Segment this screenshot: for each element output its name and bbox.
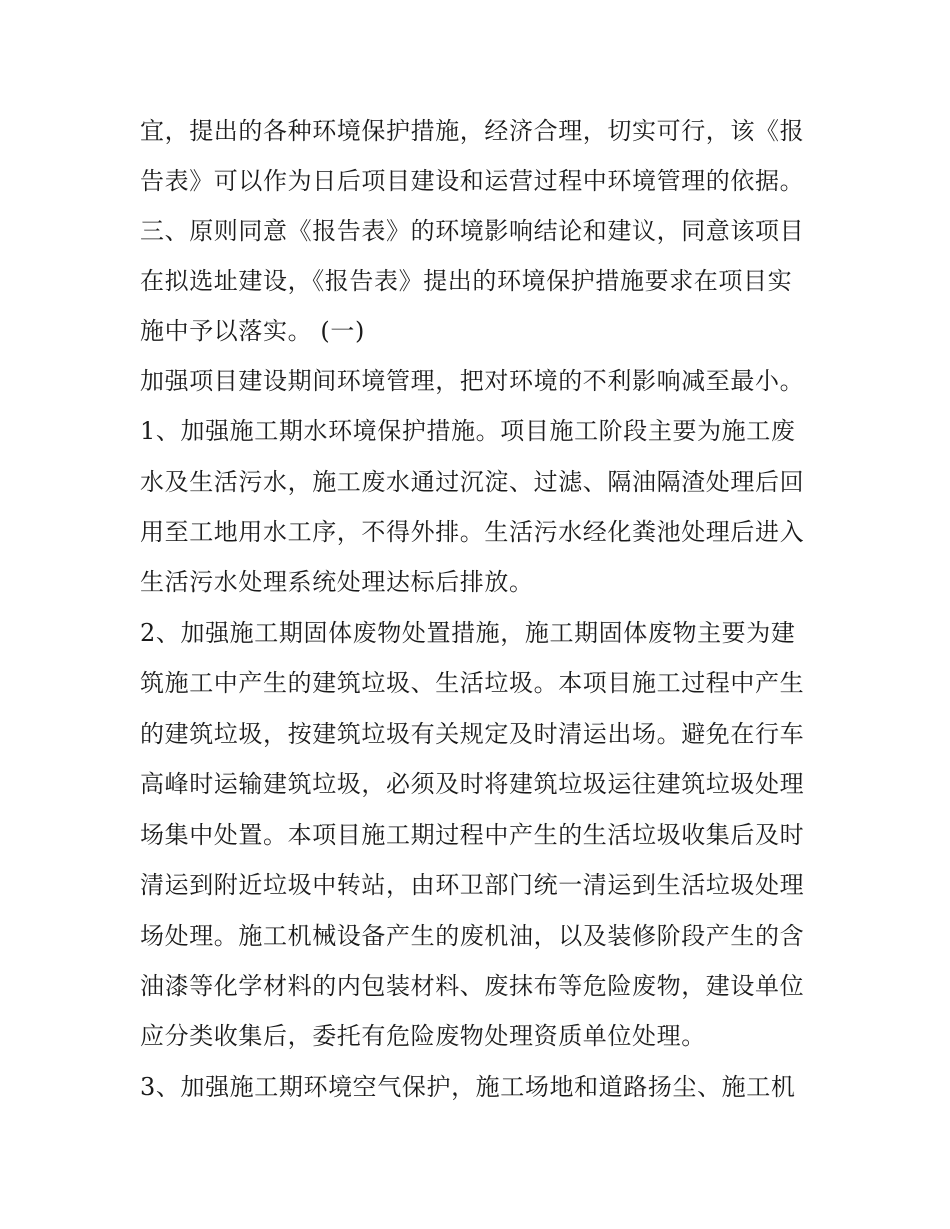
text-line: 高峰时运输建筑垃圾，必须及时将建筑垃圾运往建筑垃圾处理 <box>140 770 805 798</box>
text-line: 场处理。施工机械设备产生的废机油，以及装修阶段产生的含 <box>140 922 805 950</box>
text-line: 加强项目建设期间环境管理，把对环境的不利影响减至最小。 <box>140 367 805 395</box>
text-line: 生活污水处理系统处理达标后排放。 <box>140 568 534 596</box>
text-line: 油漆等化学材料的内包装材料、废抹布等危险废物，建设单位 <box>140 972 805 1000</box>
text-line: 3、加强施工期环境空气保护，施工场地和道路扬尘、施工机 <box>140 1073 796 1101</box>
text-line: 水及生活污水，施工废水通过沉淀、过滤、隔油隔渣处理后回 <box>140 468 805 496</box>
text-line: 筑施工中产生的建筑垃圾、生活垃圾。本项目施工过程中产生 <box>140 669 805 697</box>
text-line: 的建筑垃圾，按建筑垃圾有关规定及时清运出场。避免在行车 <box>140 720 805 748</box>
text-line: 清运到附近垃圾中转站，由环卫部门统一清运到生活垃圾处理 <box>140 871 805 899</box>
text-line: 1、加强施工期水环境保护措施。项目施工阶段主要为施工废 <box>140 417 796 445</box>
text-line: 在拟选址建设，《报告表》提出的环境保护措施要求在项目实 <box>140 267 793 295</box>
text-line: 宜，提出的各种环境保护措施，经济合理，切实可行，该《报 <box>140 117 805 145</box>
text-line: 应分类收集后，委托有危险废物处理资质单位处理。 <box>140 1022 706 1050</box>
text-line: 告表》可以作为日后项目建设和运营过程中环境管理的依据。 <box>140 167 805 195</box>
text-line: 用至工地用水工序，不得外排。生活污水经化粪池处理后进入 <box>140 518 805 546</box>
text-line: 三、原则同意《报告表》的环境影响结论和建议，同意该项目 <box>140 217 805 245</box>
text-line: 场集中处置。本项目施工期过程中产生的生活垃圾收集后及时 <box>140 821 805 849</box>
text-line: 2、加强施工期固体废物处置措施，施工期固体废物主要为建 <box>140 619 796 647</box>
text-line: 施中予以落实。 (一) <box>140 317 365 345</box>
